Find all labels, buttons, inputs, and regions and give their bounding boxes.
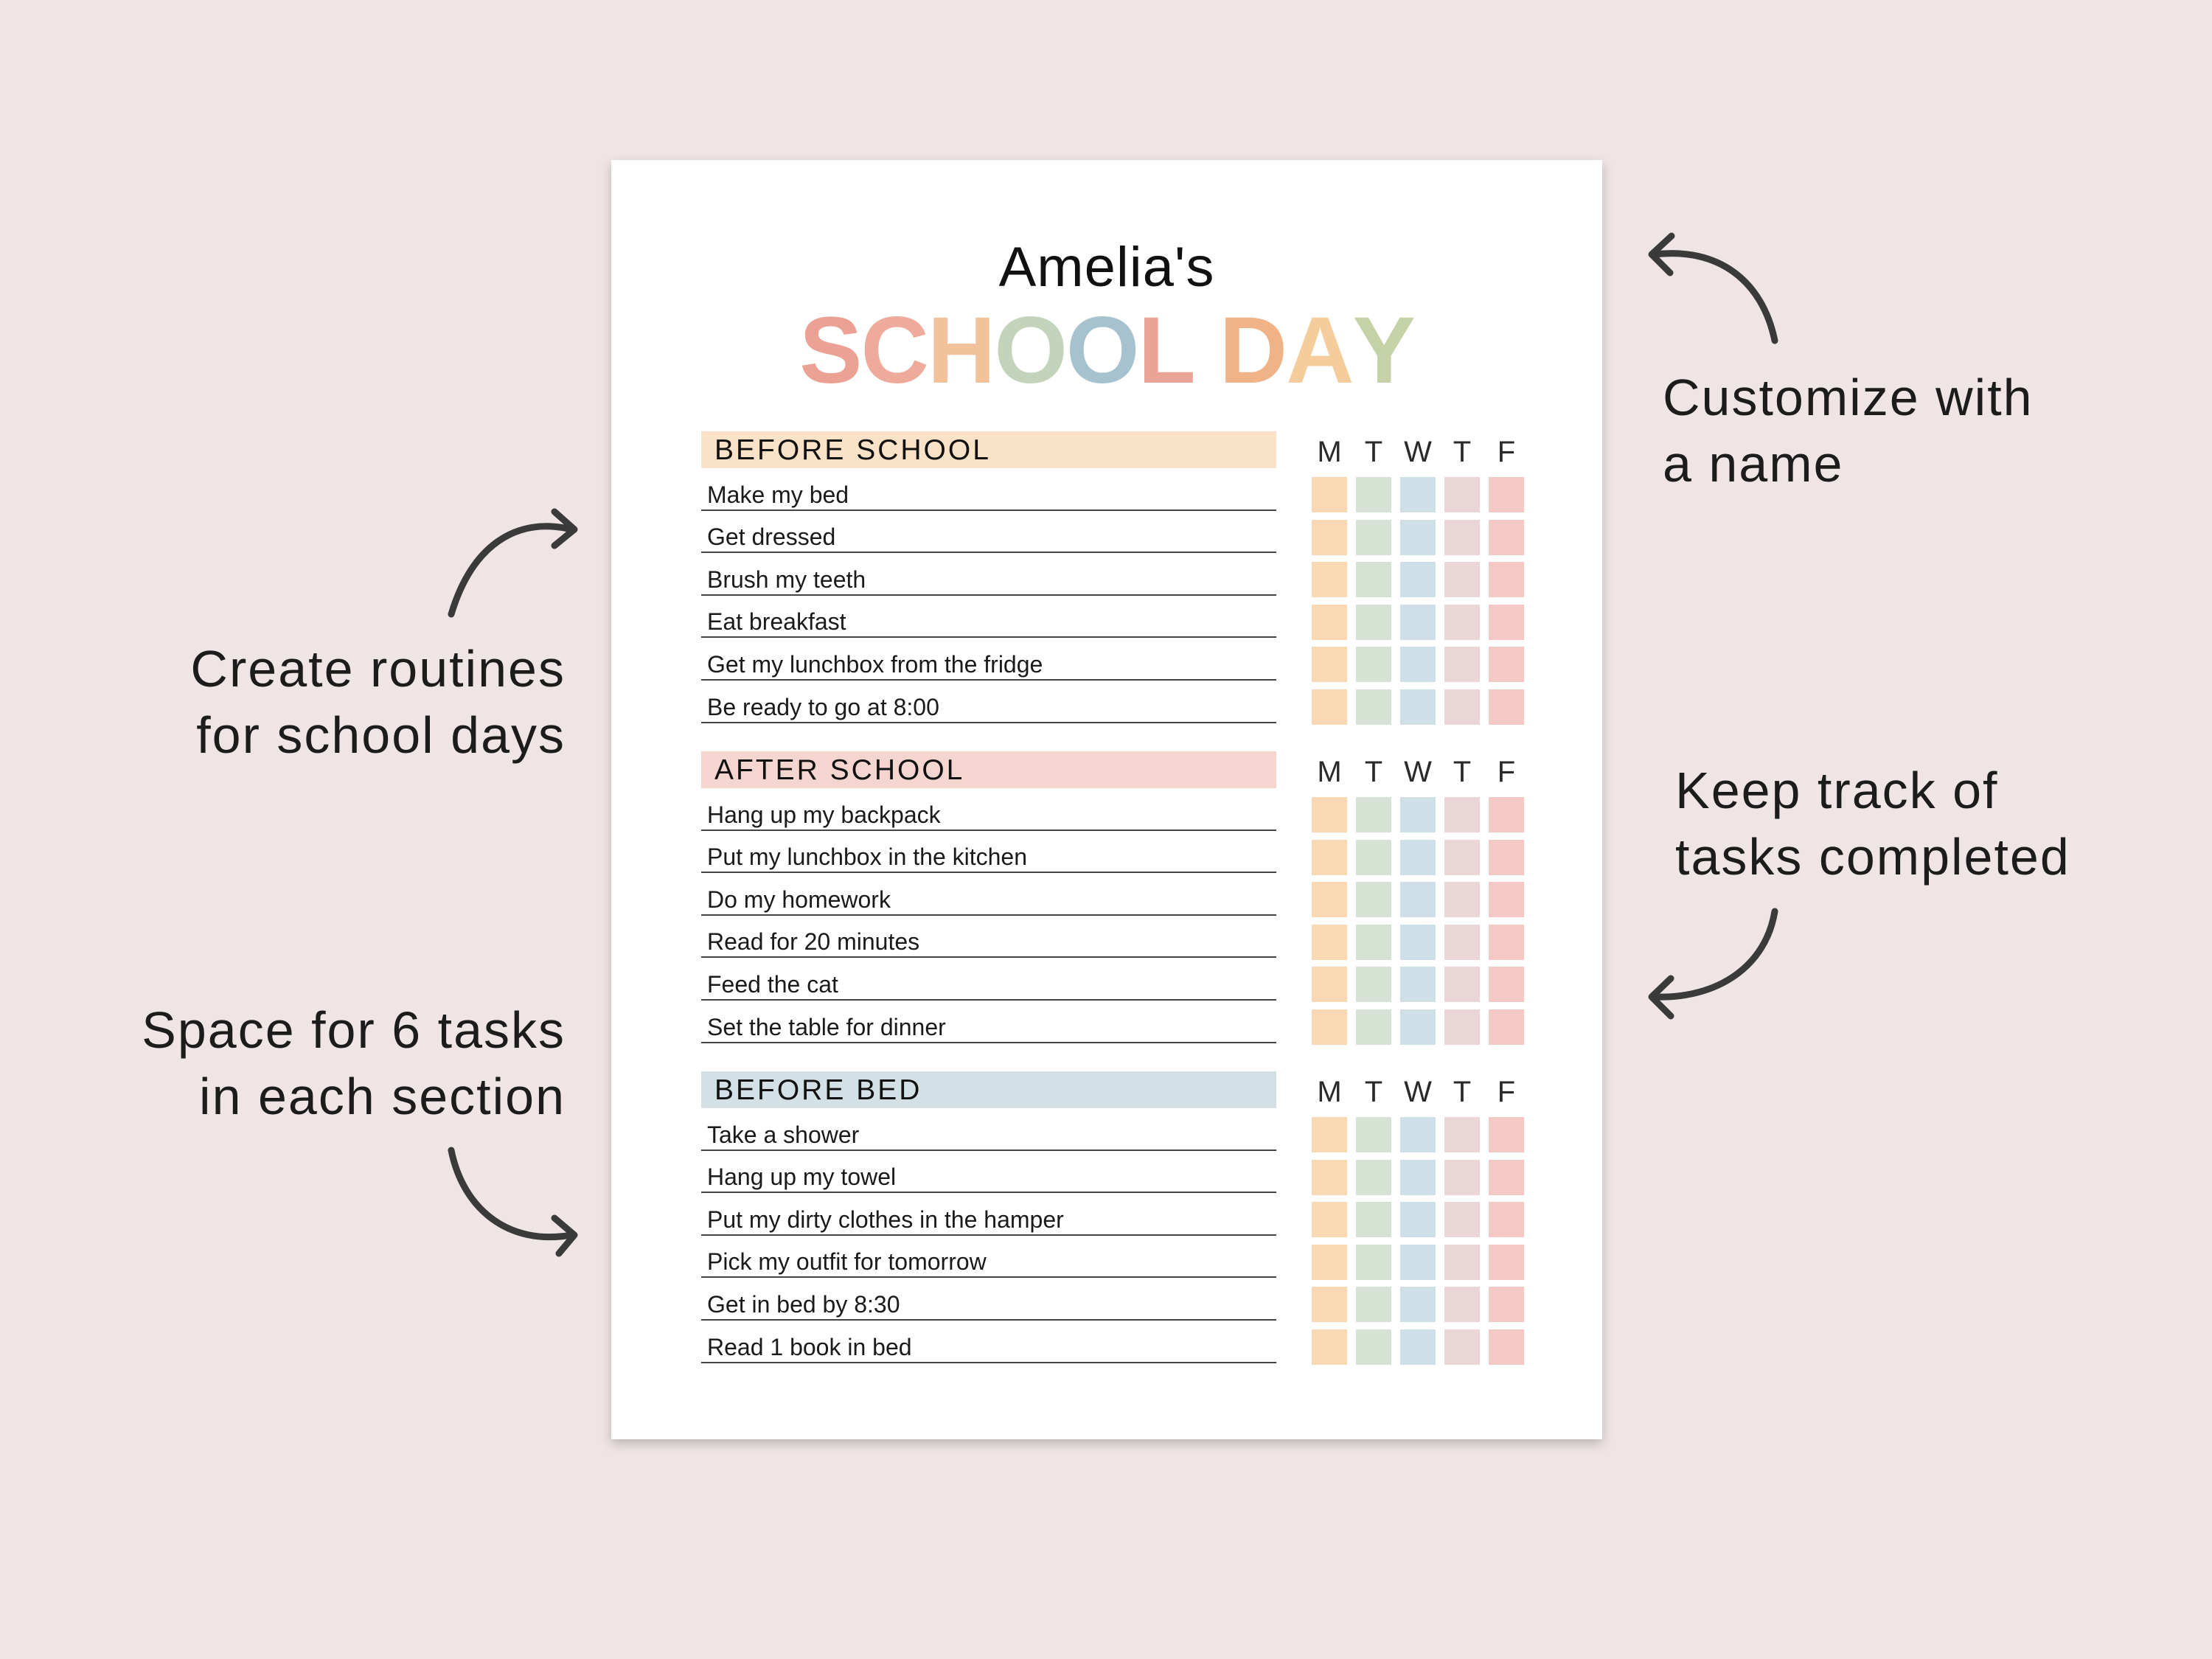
checkbox-friday[interactable] xyxy=(1489,925,1524,960)
day-label: T xyxy=(1453,756,1472,788)
task-row xyxy=(701,831,1276,874)
arrow-icon-space-path xyxy=(451,1150,571,1237)
arrow-icon-track-path xyxy=(1655,911,1775,997)
section-title: BEFORE BED xyxy=(714,1074,922,1106)
day-label: W xyxy=(1404,1076,1432,1108)
checkbox-thursday[interactable] xyxy=(1444,605,1480,640)
day-label: T xyxy=(1364,1076,1383,1108)
day-label: M xyxy=(1317,756,1342,788)
checkbox-monday[interactable] xyxy=(1312,1329,1347,1365)
checkbox-monday[interactable] xyxy=(1312,605,1347,640)
school-day-title xyxy=(611,298,1602,403)
task-label: Hang up my towel xyxy=(707,1164,897,1191)
task-label: Read for 20 minutes xyxy=(707,928,920,956)
checkbox-tuesday[interactable] xyxy=(1356,882,1391,917)
checkbox-tuesday[interactable] xyxy=(1356,1245,1391,1280)
checkbox-tuesday[interactable] xyxy=(1356,1202,1391,1237)
checkbox-thursday[interactable] xyxy=(1444,840,1480,875)
checkbox-friday[interactable] xyxy=(1489,647,1524,682)
task-row xyxy=(701,1001,1276,1043)
task-label: Get my lunchbox from the fridge xyxy=(707,650,1043,678)
checkbox-thursday[interactable] xyxy=(1444,967,1480,1002)
checkbox-thursday[interactable] xyxy=(1444,1160,1480,1195)
checkbox-monday[interactable] xyxy=(1312,647,1347,682)
checkbox-wednesday[interactable] xyxy=(1400,562,1436,597)
checkbox-monday[interactable] xyxy=(1312,882,1347,917)
task-label: Brush my teeth xyxy=(707,566,866,593)
task-row xyxy=(701,1151,1276,1194)
checkbox-wednesday[interactable] xyxy=(1400,797,1436,832)
checkbox-wednesday[interactable] xyxy=(1400,1009,1436,1045)
checkbox-wednesday[interactable] xyxy=(1400,1287,1436,1322)
checkbox-friday[interactable] xyxy=(1489,605,1524,640)
task-row xyxy=(701,1236,1276,1279)
task-row xyxy=(701,916,1276,959)
checkbox-thursday[interactable] xyxy=(1444,647,1480,682)
arrow-icon-customize-path xyxy=(1655,254,1775,341)
section-header xyxy=(701,431,1276,468)
chart-page xyxy=(611,160,1602,1439)
checkbox-tuesday[interactable] xyxy=(1356,477,1391,512)
checkbox-monday[interactable] xyxy=(1312,689,1347,725)
checkbox-friday[interactable] xyxy=(1489,562,1524,597)
annotation-space-line2: in each section xyxy=(199,1068,566,1125)
task-label: Take a shower xyxy=(707,1121,860,1148)
checkbox-tuesday[interactable] xyxy=(1356,1287,1391,1322)
checkbox-tuesday[interactable] xyxy=(1356,797,1391,832)
checkbox-friday[interactable] xyxy=(1489,1287,1524,1322)
checkbox-monday[interactable] xyxy=(1312,967,1347,1002)
checkbox-thursday[interactable] xyxy=(1444,925,1480,960)
checkbox-friday[interactable] xyxy=(1489,1329,1524,1365)
title-letter: C xyxy=(860,298,928,403)
checkbox-monday[interactable] xyxy=(1312,520,1347,555)
task-row xyxy=(701,553,1276,596)
task-label: Make my bed xyxy=(707,481,849,508)
checkbox-monday[interactable] xyxy=(1312,1117,1347,1152)
checkbox-wednesday[interactable] xyxy=(1400,967,1436,1002)
day-label: F xyxy=(1497,756,1516,788)
task-row xyxy=(701,788,1276,831)
task-row xyxy=(701,681,1276,723)
checkbox-wednesday[interactable] xyxy=(1400,1117,1436,1152)
day-label: F xyxy=(1497,436,1516,468)
task-list xyxy=(701,468,1520,723)
checkbox-thursday[interactable] xyxy=(1444,1117,1480,1152)
task-label: Pick my outfit for tomorrow xyxy=(707,1248,987,1276)
task-list xyxy=(701,788,1520,1043)
task-row xyxy=(701,958,1276,1001)
checkbox-friday[interactable] xyxy=(1489,882,1524,917)
task-label: Put my dirty clothes in the hamper xyxy=(707,1206,1064,1233)
checkbox-friday[interactable] xyxy=(1489,1160,1524,1195)
task-label: Be ready to go at 8:00 xyxy=(707,693,939,720)
task-row xyxy=(701,1193,1276,1236)
checkbox-tuesday[interactable] xyxy=(1356,647,1391,682)
annotation-track-line1: Keep track of xyxy=(1675,762,1999,819)
checkbox-thursday[interactable] xyxy=(1444,1329,1480,1365)
section-after-school xyxy=(701,751,1520,1043)
annotation-routines-line1: Create routines xyxy=(190,640,566,698)
task-row xyxy=(701,511,1276,554)
checkbox-wednesday[interactable] xyxy=(1400,1329,1436,1365)
title-letter: S xyxy=(799,298,861,403)
title-letter: H xyxy=(927,298,995,403)
checkbox-monday[interactable] xyxy=(1312,1009,1347,1045)
task-label: Do my homework xyxy=(707,886,891,913)
day-label: T xyxy=(1364,756,1383,788)
checkbox-wednesday[interactable] xyxy=(1400,1160,1436,1195)
checkbox-monday[interactable] xyxy=(1312,840,1347,875)
title-letter: L xyxy=(1138,298,1194,403)
annotation-space-line1: Space for 6 tasks xyxy=(142,1001,566,1059)
task-list xyxy=(701,1108,1520,1363)
task-label: Feed the cat xyxy=(707,970,838,998)
checkbox-wednesday[interactable] xyxy=(1400,1202,1436,1237)
task-row xyxy=(701,468,1276,511)
checkbox-tuesday[interactable] xyxy=(1356,1160,1391,1195)
title-letter: O xyxy=(994,298,1066,403)
section-header xyxy=(701,1071,1276,1108)
day-label: W xyxy=(1404,756,1432,788)
child-name: Amelia's xyxy=(998,236,1215,299)
checkbox-friday[interactable] xyxy=(1489,520,1524,555)
checkbox-monday[interactable] xyxy=(1312,562,1347,597)
checkbox-friday[interactable] xyxy=(1489,1245,1524,1280)
annotation-customize-line1: Customize with xyxy=(1663,369,2034,426)
checkbox-tuesday[interactable] xyxy=(1356,1009,1391,1045)
task-label: Set the table for dinner xyxy=(707,1013,946,1040)
checkbox-monday[interactable] xyxy=(1312,1160,1347,1195)
section-before-school xyxy=(701,431,1520,723)
annotation-routines-line2: for school days xyxy=(196,706,566,764)
title-letter: O xyxy=(1065,298,1138,403)
checkbox-friday[interactable] xyxy=(1489,477,1524,512)
task-label: Hang up my backpack xyxy=(707,801,941,828)
checkbox-thursday[interactable] xyxy=(1444,1202,1480,1237)
checkbox-wednesday[interactable] xyxy=(1400,1245,1436,1280)
checkbox-thursday[interactable] xyxy=(1444,689,1480,725)
checkbox-wednesday[interactable] xyxy=(1400,689,1436,725)
annotation-customize-line2: a name xyxy=(1663,435,1844,493)
checkbox-monday[interactable] xyxy=(1312,797,1347,832)
checkbox-wednesday[interactable] xyxy=(1400,477,1436,512)
task-label: Get in bed by 8:30 xyxy=(707,1290,900,1318)
checkbox-thursday[interactable] xyxy=(1444,1287,1480,1322)
section-before-bed xyxy=(701,1071,1520,1363)
day-headers xyxy=(1312,756,1533,793)
checkbox-friday[interactable] xyxy=(1489,1009,1524,1045)
checkbox-friday[interactable] xyxy=(1489,689,1524,725)
checkbox-friday[interactable] xyxy=(1489,967,1524,1002)
task-row xyxy=(701,873,1276,916)
checkbox-tuesday[interactable] xyxy=(1356,520,1391,555)
title-letter: D xyxy=(1219,298,1287,403)
checkbox-wednesday[interactable] xyxy=(1400,882,1436,917)
checkbox-thursday[interactable] xyxy=(1444,477,1480,512)
section-title: BEFORE SCHOOL xyxy=(714,434,991,466)
task-label: Put my lunchbox in the kitchen xyxy=(707,844,1028,871)
day-label: F xyxy=(1497,1076,1516,1108)
day-label: T xyxy=(1453,1076,1472,1108)
section-title: AFTER SCHOOL xyxy=(714,754,965,786)
checkbox-tuesday[interactable] xyxy=(1356,925,1391,960)
day-label: M xyxy=(1317,436,1342,468)
day-label: T xyxy=(1364,436,1383,468)
day-label: M xyxy=(1317,1076,1342,1108)
task-label: Get dressed xyxy=(707,524,836,551)
task-row xyxy=(701,596,1276,639)
checkbox-thursday[interactable] xyxy=(1444,1009,1480,1045)
task-row xyxy=(701,1108,1276,1151)
checkbox-tuesday[interactable] xyxy=(1356,840,1391,875)
day-headers xyxy=(1312,1076,1533,1113)
checkbox-tuesday[interactable] xyxy=(1356,1117,1391,1152)
checkbox-wednesday[interactable] xyxy=(1400,647,1436,682)
title-letter: A xyxy=(1286,298,1353,403)
checkbox-thursday[interactable] xyxy=(1444,882,1480,917)
checkbox-thursday[interactable] xyxy=(1444,1245,1480,1280)
checkbox-friday[interactable] xyxy=(1489,1202,1524,1237)
checkbox-tuesday[interactable] xyxy=(1356,605,1391,640)
checkbox-tuesday[interactable] xyxy=(1356,1329,1391,1365)
checkbox-monday[interactable] xyxy=(1312,1287,1347,1322)
checkbox-friday[interactable] xyxy=(1489,797,1524,832)
checkbox-monday[interactable] xyxy=(1312,925,1347,960)
checkbox-friday[interactable] xyxy=(1489,1117,1524,1152)
checkbox-friday[interactable] xyxy=(1489,840,1524,875)
task-row xyxy=(701,1278,1276,1321)
title-letter: Y xyxy=(1352,298,1414,403)
checkbox-monday[interactable] xyxy=(1312,1202,1347,1237)
task-row xyxy=(701,1321,1276,1363)
checkbox-tuesday[interactable] xyxy=(1356,967,1391,1002)
checkbox-monday[interactable] xyxy=(1312,1245,1347,1280)
task-label: Eat breakfast xyxy=(707,608,846,636)
checkbox-tuesday[interactable] xyxy=(1356,562,1391,597)
annotation-track-line2: tasks completed xyxy=(1675,828,2070,886)
checkbox-tuesday[interactable] xyxy=(1356,689,1391,725)
checkbox-thursday[interactable] xyxy=(1444,797,1480,832)
checkbox-monday[interactable] xyxy=(1312,477,1347,512)
checkbox-wednesday[interactable] xyxy=(1400,925,1436,960)
day-headers xyxy=(1312,436,1533,473)
section-header xyxy=(701,751,1276,788)
checkbox-wednesday[interactable] xyxy=(1400,840,1436,875)
day-label: T xyxy=(1453,436,1472,468)
checkbox-wednesday[interactable] xyxy=(1400,605,1436,640)
arrow-icon-routines-path xyxy=(451,526,571,614)
checkbox-thursday[interactable] xyxy=(1444,520,1480,555)
task-row xyxy=(701,638,1276,681)
day-label: W xyxy=(1404,436,1432,468)
task-label: Read 1 book in bed xyxy=(707,1333,912,1360)
checkbox-wednesday[interactable] xyxy=(1400,520,1436,555)
checkbox-thursday[interactable] xyxy=(1444,562,1480,597)
